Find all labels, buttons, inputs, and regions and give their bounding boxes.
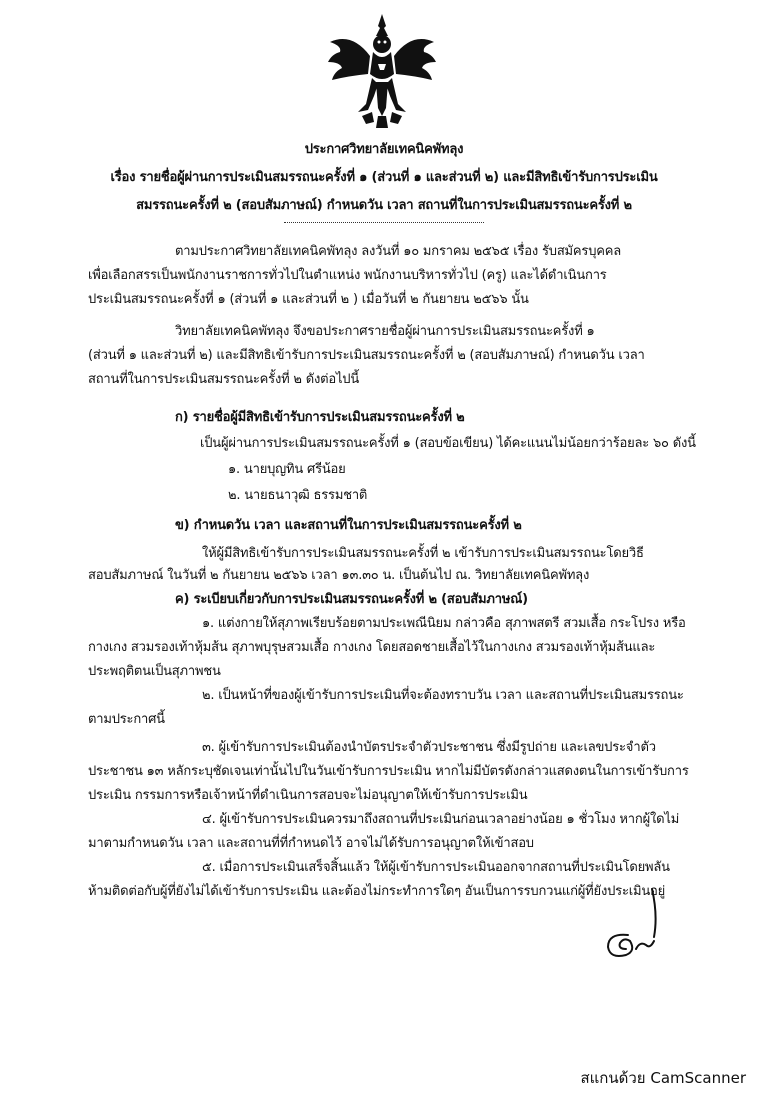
rule-line-11: ๕. เมื่อการประเมินเสร็จสิ้นแล้ว ให้ผู้เข้ารับการประเมินออกจากสถานที่ประเมินโดยพลัน xyxy=(202,860,670,875)
rule-line-5: ตามประกาศนี้ xyxy=(88,712,165,727)
subject-line-1: เรื่อง รายชื่อผู้ผ่านการประเมินสมรรถนะครั้งที่ ๑ (ส่วนที่ ๑ และส่วนที่ ๒) และมีสิทธิเข้ารับการประเมิน xyxy=(110,170,658,185)
camscanner-watermark: สแกนด้วย CamScanner xyxy=(580,1069,746,1087)
subject-line-2: สมรรถนะครั้งที่ ๒ (สอบสัมภาษณ์) กำหนดวัน เวลา สถานที่ในการประเมินสมรรถนะครั้งที่ ๒ xyxy=(136,198,632,213)
para1-line-2: เพื่อเลือกสรรเป็นพนักงานราชการทั่วไปในตำแหน่ง พนักงานบริหารทั่วไป (ครู) และได้ดำเนินการ xyxy=(88,268,607,283)
rule-line-6: ๓. ผู้เข้ารับการประเมินต้องนำบัตรประจำตัวประชาชน ซึ่งมีรูปถ่าย และเลขประจำตัว xyxy=(202,740,656,755)
rule-line-1: ๑. แต่งกายให้สุภาพเรียบร้อยตามประเพณีนิยม กล่าวคือ สุภาพสตรี สวมเสื้อ กระโปรง หรือ xyxy=(202,616,686,631)
para2-line-1: วิทยาลัยเทคนิคพัทลุง จึงขอประกาศรายชื่อผู้ผ่านการประเมินสมรรถนะครั้งที่ ๑ xyxy=(175,324,595,339)
section-a-intro: เป็นผู้ผ่านการประเมินสมรรถนะครั้งที่ ๑ (สอบข้อเขียน) ได้คะแนนไม่น้อยกว่าร้อยละ ๖๐ ดังนี้ xyxy=(200,436,696,451)
rule-line-2: กางเกง สวมรองเท้าหุ้มส้น สุภาพบุรุษสวมเสื้อ กางเกง โดยสอดชายเสื้อไว้ในกางเกง สวมรองเท้าหุ้มส้นและ xyxy=(88,640,656,655)
section-b-line-1: ให้ผู้มีสิทธิเข้ารับการประเมินสมรรถนะครั้งที่ ๒ เข้ารับการประเมินสมรรถนะโดยวิธี xyxy=(202,546,644,561)
rule-line-9: ๔. ผู้เข้ารับการประเมินควรมาถึงสถานที่ประเมินก่อนเวลาอย่างน้อย ๑ ชั่วโมง หากผู้ใดไม่ xyxy=(202,812,680,827)
para1-line-1: ตามประกาศวิทยาลัยเทคนิคพัทลุง ลงวันที่ ๑๐ มกราคม ๒๕๖๕ เรื่อง รับสมัครบุคคล xyxy=(175,244,622,259)
rule-line-4: ๒. เป็นหน้าที่ของผู้เข้ารับการประเมินที่จะต้องทราบวัน เวลา และสถานที่ประเมินสมรรถนะ xyxy=(202,688,684,703)
signature-mark xyxy=(600,885,660,960)
announcement-heading: ประกาศวิทยาลัยเทคนิคพัทลุง xyxy=(304,142,464,157)
para2-line-2: (ส่วนที่ ๑ และส่วนที่ ๒) และมีสิทธิเข้ารับการประเมินสมรรถนะครั้งที่ ๒ (สอบสัมภาษณ์) กำหนดวัน เวลา xyxy=(88,348,645,363)
section-a-title: ก) รายชื่อผู้มีสิทธิเข้ารับการประเมินสมรรถนะครั้งที่ ๒ xyxy=(175,410,465,425)
section-b-title: ข) กำหนดวัน เวลา และสถานที่ในการประเมินสมรรถนะครั้งที่ ๒ xyxy=(175,518,522,533)
rule-line-10: มาตามกำหนดวัน เวลา และสถานที่ที่กำหนดไว้ อาจไม่ได้รับการอนุญาตให้เข้าสอบ xyxy=(88,836,534,851)
section-b-line-2: สอบสัมภาษณ์ ในวันที่ ๒ กันยายน ๒๕๖๖ เวลา ๑๓.๓๐ น. เป็นต้นไป ณ. วิทยาลัยเทคนิคพัทลุง xyxy=(88,568,590,583)
garuda-emblem-icon xyxy=(322,12,442,130)
rule-line-8: ประเมิน กรรมการหรือเจ้าหน้าที่ดำเนินการสอบจะไม่อนุญาตให้เข้ารับการประเมิน xyxy=(88,788,528,803)
title-divider xyxy=(284,222,484,223)
para2-line-3: สถานที่ในการประเมินสมรรถนะครั้งที่ ๒ ดังต่อไปนี้ xyxy=(88,372,360,387)
para1-line-3: ประเมินสมรรถนะครั้งที่ ๑ (ส่วนที่ ๑ และส่วนที่ ๒ ) เมื่อวันที่ ๒ กันยายน ๒๕๖๖ นั้น xyxy=(88,292,529,307)
section-c-title: ค) ระเบียบเกี่ยวกับการประเมินสมรรถนะครั้งที่ ๒ (สอบสัมภาษณ์) xyxy=(175,592,528,607)
rule-line-3: ประพฤติตนเป็นสุภาพชน xyxy=(88,664,221,679)
candidate-name-2: ๒. นายธนาวุฒิ ธรรมชาติ xyxy=(228,488,368,503)
rule-line-7: ประชาชน ๑๓ หลักระบุชัดเจนเท่านั้นไปในวันเข้ารับการประเมิน หากไม่มีบัตรดังกล่าวแสดงตนในการเข้ารับการ xyxy=(88,764,689,779)
candidate-name-1: ๑. นายบุญทิน ศรีน้อย xyxy=(228,462,346,477)
rule-line-12: ห้ามติดต่อกับผู้ที่ยังไม่ได้เข้ารับการประเมิน และต้องไม่กระทำการใดๆ อันเป็นการรบกวนแก่ผู้ที่ยังประเมินอยู่ xyxy=(88,884,666,899)
